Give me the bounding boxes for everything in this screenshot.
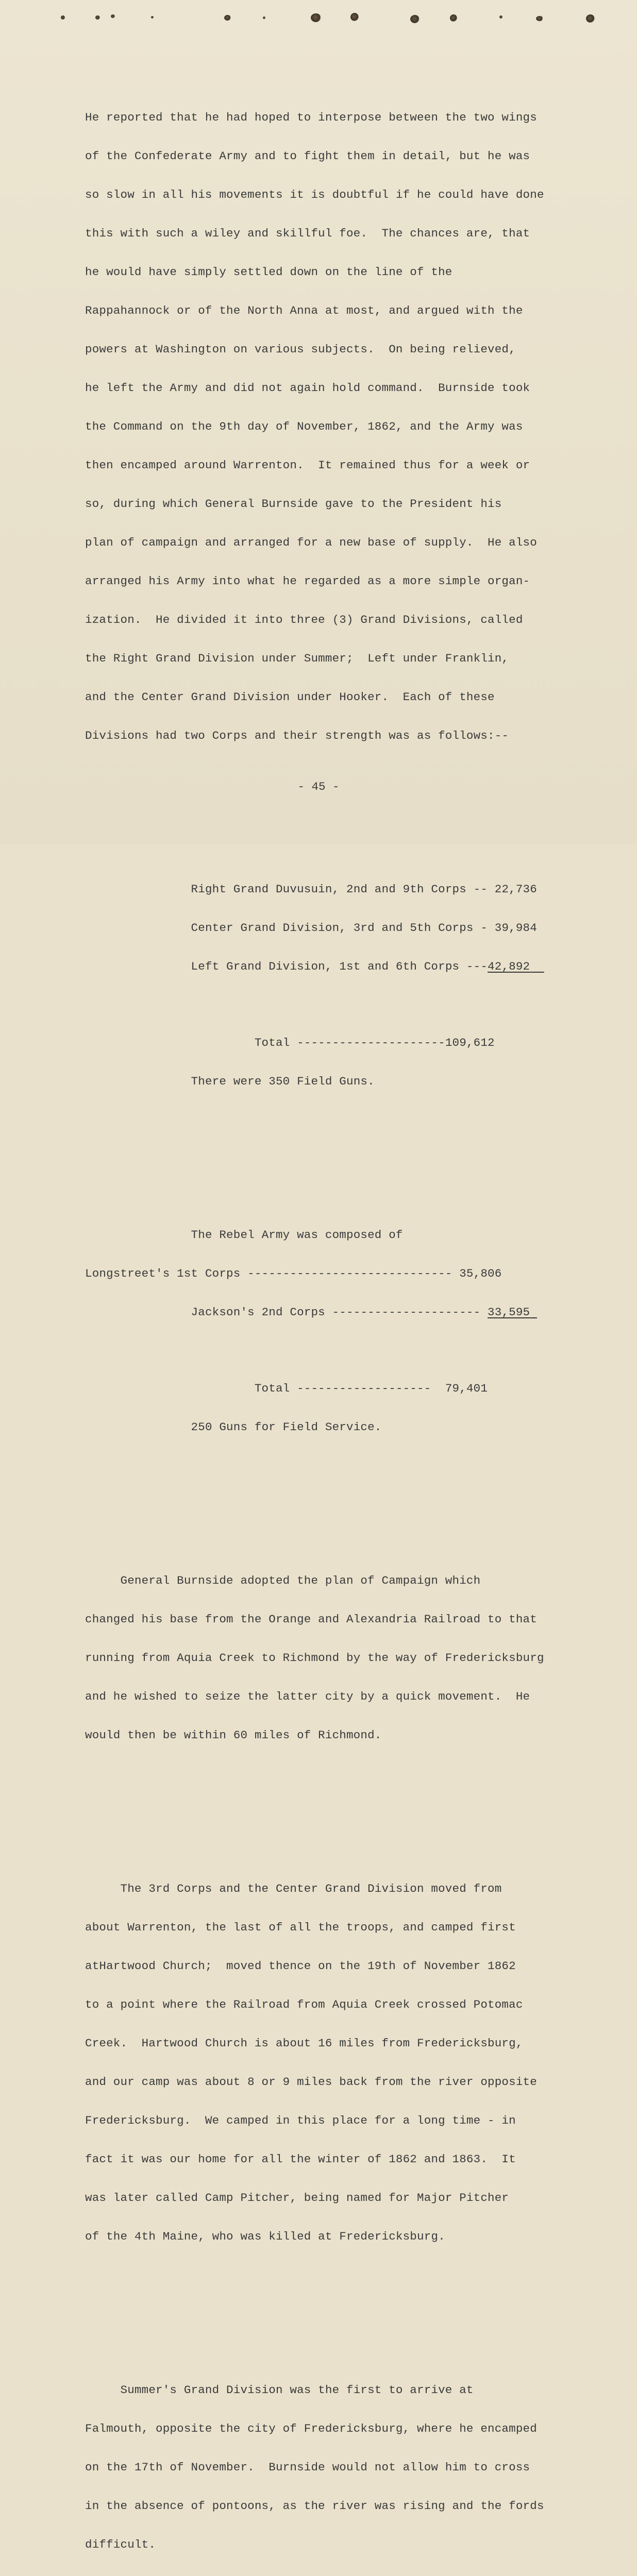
binder-hole	[61, 15, 65, 20]
binder-hole	[224, 15, 231, 21]
text-line: of the Confederate Army and to fight them in detail, but he was	[85, 149, 530, 163]
paragraph-1	[85, 86, 600, 768]
binder-hole	[311, 13, 321, 22]
total-row	[85, 1037, 600, 1049]
text-line: and the Center Grand Division under Hooker. Each of these	[85, 690, 495, 704]
intro-text: The Rebel Army was composed of	[191, 1228, 403, 1242]
paragraph-2	[85, 1549, 600, 1768]
text-line: would then be within 60 miles of Richmond.	[85, 1728, 382, 1742]
total-label: Total ---------------------	[254, 1036, 445, 1049]
guns-text: 250 Guns for Field Service.	[191, 1420, 382, 1434]
guns-text: There were 350 Field Guns.	[191, 1075, 375, 1088]
text-line: on the 17th of November. Burnside would not allow him to cross	[85, 2461, 530, 2474]
text-line: and our camp was about 8 or 9 miles back from the river opposite	[85, 2075, 537, 2089]
row-value-text: 42,892	[488, 960, 530, 973]
text-line: changed his base from the Orange and Alexandria Railroad to that	[85, 1613, 537, 1626]
text-line: of the 4th Maine, who was killed at Fredericksburg.	[85, 2230, 445, 2243]
binder-hole	[586, 14, 595, 23]
row-label: Longstreet's 1st Corps -----------------------------	[85, 1267, 460, 1280]
text-line: The 3rd Corps and the Center Grand Division moved from	[85, 1882, 502, 1895]
row-label: Jackson's 2nd Corps ---------------------	[191, 1306, 488, 1319]
text-line: Summer's Grand Division was the first to arrive at	[85, 2383, 474, 2397]
text-line: ization. He divided it into three (3) Grand Divisions, called	[85, 613, 523, 626]
binder-hole	[450, 14, 457, 22]
text-line: the Right Grand Division under Summer; Left under Franklin,	[85, 652, 509, 665]
table-row	[85, 1306, 600, 1319]
binder-holes	[0, 11, 637, 27]
paragraph-3	[85, 1857, 600, 2269]
text-line: He reported that he had hoped to interpose between the two wings	[85, 111, 537, 124]
text-line: was later called Camp Pitcher, being named for Major Pitcher	[85, 2191, 509, 2205]
text-line: Falmouth, opposite the city of Fredericksburg, where he encamped	[85, 2422, 537, 2435]
text-line: this with such a wiley and skillful foe. The chances are, that	[85, 227, 530, 240]
union-strength-table	[85, 857, 600, 1114]
binder-hole	[95, 15, 100, 20]
row-value: 22,736	[494, 883, 537, 896]
text-line: in the absence of pontoons, as the river was rising and the fords	[85, 2499, 544, 2513]
row-value	[488, 1306, 537, 1319]
text-line: atHartwood Church; moved thence on the 19th of November 1862	[85, 1959, 516, 1973]
text-line: General Burnside adopted the plan of Campaign which	[85, 1574, 481, 1587]
total-value: 109,612	[445, 1036, 495, 1049]
table-row	[85, 883, 600, 896]
row-label: Left Grand Division, 1st and 6th Corps ---	[191, 960, 488, 973]
text-line: he left the Army and did not again hold command. Burnside took	[85, 381, 530, 395]
text-line: powers at Washington on various subjects. On being relieved,	[85, 343, 516, 356]
guns-line	[85, 1421, 600, 1434]
text-line: running from Aquia Creek to Richmond by the way of Fredericksburg	[85, 1651, 544, 1665]
table-row	[85, 960, 600, 973]
paragraph-4	[85, 2358, 600, 2576]
rebel-strength-table	[85, 1203, 600, 1460]
guns-line	[85, 1075, 600, 1088]
text-line: about Warrenton, the last of all the troops, and camped first	[85, 1921, 516, 1934]
total-value: 79,401	[445, 1382, 488, 1395]
typed-text	[85, 60, 600, 2576]
binder-hole	[263, 16, 265, 19]
row-value	[488, 960, 544, 973]
binder-hole	[410, 15, 420, 23]
text-line: fact it was our home for all the winter of 1862 and 1863. It	[85, 2153, 516, 2166]
row-label: Center Grand Division, 3rd and 5th Corps -	[191, 921, 495, 935]
total-row	[85, 1382, 600, 1395]
text-line: and he wished to seize the latter city by a quick movement. He	[85, 1690, 530, 1703]
table-intro	[85, 1229, 600, 1242]
text-line: difficult.	[85, 2538, 156, 2551]
binder-hole	[111, 14, 115, 18]
text-line: so slow in all his movements it is doubtful if he could have done	[85, 188, 544, 201]
text-line: Fredericksburg. We camped in this place for a long time - in	[85, 2114, 516, 2127]
text-line: to a point where the Railroad from Aquia Creek crossed Potomac	[85, 1998, 523, 2011]
text-line: the Command on the 9th day of November, 1862, and the Army was	[85, 420, 523, 433]
total-label: Total -------------------	[254, 1382, 439, 1395]
text-line: Rappahannock or of the North Anna at most, and argued with the	[85, 304, 523, 317]
binder-hole	[350, 13, 359, 21]
table-row	[85, 1267, 600, 1280]
text-line: so, during which General Burnside gave to the President his	[85, 497, 502, 511]
text-line: Divisions had two Corps and their strength was as follows:--	[85, 729, 509, 742]
row-value: 39,984	[494, 921, 537, 935]
table-row	[85, 922, 600, 935]
row-value-text: 33,595	[488, 1306, 530, 1319]
text-line: plan of campaign and arranged for a new base of supply. He also	[85, 536, 537, 549]
row-value: 35,806	[459, 1267, 502, 1280]
text-line: arranged his Army into what he regarded as a more simple organ-	[85, 574, 530, 588]
row-label: Right Grand Duvusuin, 2nd and 9th Corps --	[191, 883, 495, 896]
text-line: he would have simply settled down on the line of the	[85, 265, 452, 279]
binder-hole	[151, 16, 154, 19]
page-number: - 45 -	[297, 780, 340, 793]
binder-hole	[499, 15, 502, 19]
binder-hole	[536, 16, 543, 21]
text-line: Creek. Hartwood Church is about 16 miles from Fredericksburg,	[85, 2037, 523, 2050]
text-line: then encamped around Warrenton. It remained thus for a week or	[85, 459, 530, 472]
